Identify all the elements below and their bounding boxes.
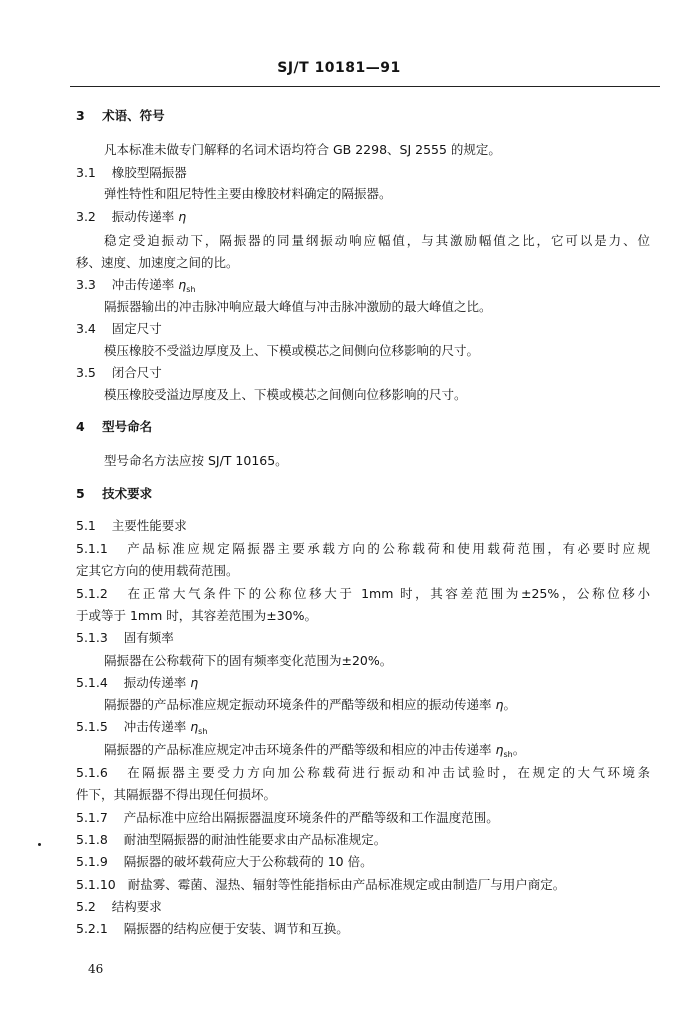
clause-title: 闭合尺寸: [111, 365, 162, 380]
clause-5-1-1-line1: [76, 541, 650, 557]
clause-body: 在隔振器主要受力方向加公称载荷进行振动和冲击试验时，在规定的大气环境条: [127, 765, 650, 780]
clause-3-1-body: 弹性特性和阻尼特性主要由橡胶材料确定的隔振器。: [104, 186, 392, 201]
clause-5-1-9: [76, 854, 373, 870]
clause-number: 5.1.2: [76, 586, 108, 601]
clause-body: 产品标准应规定隔振器主要承载方向的公称载荷和使用载荷范围，有必要时应规: [127, 541, 650, 556]
clause-body: 隔振器的破坏载荷应大于公称载荷的 10 倍。: [123, 854, 373, 869]
section-4-heading: [76, 419, 152, 435]
clause-title: 冲击传递率: [111, 277, 175, 292]
clause-title: 固有频率: [123, 630, 174, 645]
header-rule: [70, 86, 660, 87]
section-number: 3: [76, 108, 85, 123]
clause-5-1-heading: [76, 518, 187, 534]
clause-number: 5.1.10: [76, 877, 116, 892]
clause-body: 耐盐雾、霉菌、湿热、辐射等性能指标由产品标准规定或由制造厂与用户商定。: [127, 877, 566, 892]
clause-number: 5.1: [76, 518, 96, 533]
clause-number: 5.2: [76, 899, 96, 914]
clause-3-2-body-line2: 移、速度、加速度之间的比。: [76, 255, 239, 270]
symbol-eta: η: [190, 675, 199, 690]
page-number: 46: [88, 962, 104, 976]
section-title: 型号命名: [102, 419, 153, 434]
clause-3-4-heading: [76, 321, 162, 337]
clause-3-3-heading: [76, 277, 195, 298]
clause-number: 5.1.6: [76, 765, 108, 780]
clause-5-2-1: [76, 921, 349, 937]
clause-5-1-1-line2: 定其它方向的使用载荷范围。: [76, 563, 239, 578]
symbol-eta: η: [178, 277, 187, 292]
clause-3-5-body: 模压橡胶受溢边厚度及上、下模或模芯之间侧向位移影响的尺寸。: [104, 387, 467, 402]
clause-5-1-10: [76, 877, 565, 893]
clause-number: 5.1.4: [76, 675, 108, 690]
clause-5-1-4-heading: [76, 675, 198, 691]
clause-number: 3.2: [76, 209, 96, 224]
clause-title: 冲击传递率: [123, 719, 187, 734]
clause-3-3-body: 隔振器输出的冲击脉冲响应最大峰值与冲击脉冲激励的最大峰值之比。: [104, 299, 492, 314]
clause-title: 振动传递率: [111, 209, 175, 224]
clause-5-1-4-body: [104, 697, 516, 713]
clause-5-1-2-line2: 于或等于 1mm 时，其容差范围为±30%。: [76, 608, 318, 623]
symbol-subscript: sh: [186, 285, 196, 294]
clause-5-1-6-line2: 件下，其隔振器不得出现任何损坏。: [76, 787, 277, 802]
symbol-subscript: sh: [503, 750, 513, 759]
clause-number: 3.5: [76, 365, 96, 380]
clause-5-1-3-body: 隔振器在公称载荷下的固有频率变化范围为±20%。: [104, 653, 393, 668]
section-title: 技术要求: [102, 486, 153, 501]
symbol-eta: η: [495, 697, 504, 712]
clause-3-1-heading: [76, 165, 187, 181]
section-5-heading: [76, 486, 152, 502]
symbol-subscript: sh: [198, 727, 208, 736]
clause-number: 5.1.9: [76, 854, 108, 869]
sentence-end: 。: [512, 742, 526, 757]
clause-number: 3.1: [76, 165, 96, 180]
clause-body: 隔振器的产品标准应规定振动环境条件的严酷等级和相应的振动传递率: [104, 697, 492, 712]
clause-number: 5.1.3: [76, 630, 108, 645]
clause-5-1-5-heading: [76, 719, 207, 740]
clause-body: 隔振器的结构应便于安装、调节和互换。: [123, 921, 349, 936]
section-3-heading: [76, 108, 165, 124]
clause-5-1-3-heading: [76, 630, 174, 646]
clause-3-5-heading: [76, 365, 162, 381]
symbol-eta: η: [178, 209, 187, 224]
clause-number: 5.1.1: [76, 541, 108, 556]
section-number: 4: [76, 419, 85, 434]
clause-5-1-8: [76, 832, 386, 848]
clause-body: 在正常大气条件下的公称位移大于 1mm 时，其容差范围为±25%，公称位移小: [127, 586, 650, 601]
clause-5-1-5-body: [104, 742, 525, 763]
clause-5-1-6-line1: [76, 765, 650, 781]
section-3-intro: 凡本标准未做专门解释的名词术语均符合 GB 2298、SJ 2555 的规定。: [104, 142, 501, 157]
clause-5-2-heading: [76, 899, 162, 915]
clause-number: 5.1.7: [76, 810, 108, 825]
clause-5-1-2-line1: [76, 586, 650, 602]
clause-3-2-heading: [76, 209, 186, 225]
clause-body: 产品标准中应给出隔振器温度环境条件的严酷等级和工作温度范围。: [123, 810, 499, 825]
clause-body: 耐油型隔振器的耐油性能要求由产品标准规定。: [123, 832, 387, 847]
clause-title: 振动传递率: [123, 675, 187, 690]
clause-title: 橡胶型隔振器: [111, 165, 187, 180]
sentence-end: 。: [503, 697, 516, 712]
clause-3-4-body: 模压橡胶不受溢边厚度及上、下模或模芯之间侧向位移影响的尺寸。: [104, 343, 480, 358]
clause-body: 隔振器的产品标准应规定冲击环境条件的严酷等级和相应的冲击传递率: [104, 742, 492, 757]
clause-3-2-body-line1: 稳定受迫振动下，隔振器的同量纲振动响应幅值，与其激励幅值之比，它可以是力、位: [104, 233, 650, 248]
clause-number: 5.1.8: [76, 832, 108, 847]
clause-title: 结构要求: [111, 899, 162, 914]
symbol-eta: η: [495, 742, 504, 757]
clause-number: 3.4: [76, 321, 96, 336]
symbol-eta: η: [190, 719, 199, 734]
standard-code-header: SJ/T 10181—91: [277, 60, 401, 76]
scan-speck: [38, 843, 41, 846]
clause-title: 固定尺寸: [111, 321, 162, 336]
clause-5-1-7: [76, 810, 499, 826]
section-title: 术语、符号: [102, 108, 165, 123]
clause-number: 5.2.1: [76, 921, 108, 936]
clause-number: 5.1.5: [76, 719, 108, 734]
clause-title: 主要性能要求: [111, 518, 187, 533]
section-number: 5: [76, 486, 85, 501]
clause-number: 3.3: [76, 277, 96, 292]
section-4-body: 型号命名方法应按 SJ/T 10165。: [104, 453, 288, 468]
